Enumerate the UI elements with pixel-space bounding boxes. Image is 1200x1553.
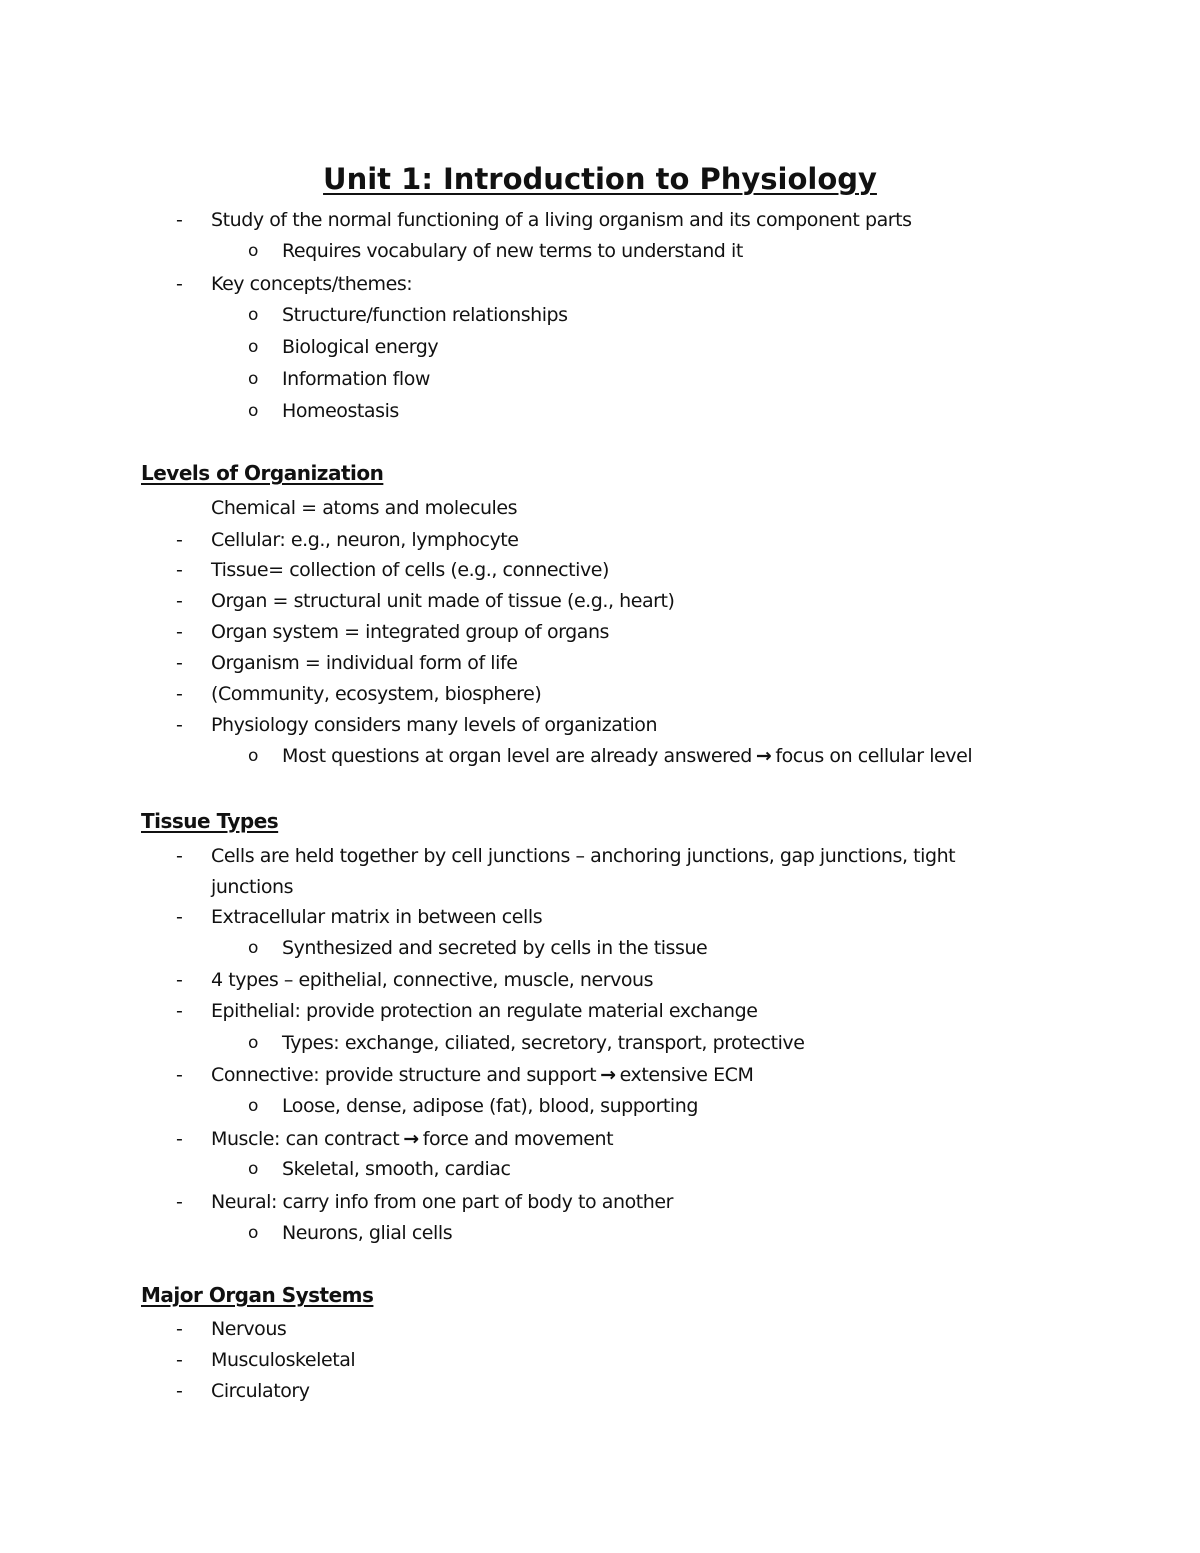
list-bullet: - [176, 1349, 183, 1371]
list-item: (Community, ecosystem, biosphere) [211, 683, 542, 705]
list-item: Organism = individual form of life [211, 652, 518, 674]
list-bullet: - [176, 621, 183, 643]
sub-bullet: o [248, 1096, 259, 1116]
list-item-text-before: Muscle: can contract [211, 1128, 400, 1150]
list-item [211, 1062, 753, 1088]
sub-bullet: o [248, 938, 259, 958]
section-heading-levels: Levels of Organization [141, 461, 384, 485]
list-item: Organ = structural unit made of tissue (e.g., heart) [211, 590, 675, 612]
list-bullet: - [176, 1128, 183, 1150]
sub-list-item: Types: exchange, ciliated, secretory, transport, protective [282, 1032, 805, 1054]
list-item-text-after: force and movement [422, 1128, 614, 1150]
list-item: Cellular: e.g., neuron, lymphocyte [211, 529, 519, 551]
list-item-text-before: Connective: provide structure and support [211, 1064, 597, 1086]
list-bullet: - [176, 714, 183, 736]
list-item: Epithelial: provide protection an regulate material exchange [211, 1000, 758, 1022]
page-title: Unit 1: Introduction to Physiology [323, 162, 877, 196]
list-item: Circulatory [211, 1380, 310, 1402]
sub-bullet: o [248, 1223, 259, 1243]
sub-list-item: Requires vocabulary of new terms to understand it [282, 240, 743, 262]
list-item: Organ system = integrated group of organs [211, 621, 609, 643]
list-bullet: - [176, 529, 183, 551]
sub-bullet: o [248, 337, 259, 357]
sub-bullet: o [248, 401, 259, 421]
list-bullet: - [176, 969, 183, 991]
list-lead-item: Chemical = atoms and molecules [211, 497, 518, 519]
list-bullet: - [176, 273, 183, 295]
list-bullet: - [176, 906, 183, 928]
sub-bullet: o [248, 1033, 259, 1053]
list-item: Extracellular matrix in between cells [211, 906, 543, 928]
list-item [211, 1126, 613, 1152]
right-arrow-icon: → [755, 745, 772, 767]
list-item: Neural: carry info from one part of body to another [211, 1191, 673, 1213]
list-item: Nervous [211, 1318, 287, 1340]
right-arrow-icon: → [600, 1064, 616, 1086]
sub-item-text-before: Most questions at organ level are already answered [282, 745, 752, 767]
list-bullet: - [176, 1318, 183, 1340]
list-bullet: - [176, 845, 183, 867]
list-bullet: - [176, 1000, 183, 1022]
list-item-text-after: extensive ECM [619, 1064, 754, 1086]
list-item: Key concepts/themes: [211, 273, 413, 295]
list-item: 4 types – epithelial, connective, muscle, nervous [211, 969, 654, 991]
sub-list-item: Synthesized and secreted by cells in the tissue [282, 937, 708, 959]
sub-list-item: Homeostasis [282, 400, 399, 422]
list-item: Tissue= collection of cells (e.g., connective) [211, 559, 609, 581]
right-arrow-icon: → [403, 1128, 419, 1150]
sub-list-item [282, 743, 972, 769]
sub-bullet: o [248, 305, 259, 325]
list-bullet: - [176, 209, 183, 231]
sub-item-text-after: focus on cellular level [775, 745, 973, 767]
list-item: Musculoskeletal [211, 1349, 356, 1371]
sub-bullet: o [248, 1159, 259, 1179]
sub-list-item: Skeletal, smooth, cardiac [282, 1158, 511, 1180]
list-bullet: - [176, 1064, 183, 1086]
list-bullet: - [176, 590, 183, 612]
list-bullet: - [176, 559, 183, 581]
list-bullet: - [176, 1191, 183, 1213]
sub-bullet: o [248, 241, 259, 261]
list-bullet: - [176, 1380, 183, 1402]
list-item: Physiology considers many levels of organization [211, 714, 658, 736]
list-item: Cells are held together by cell junctions – anchoring junctions, gap junctions, tight [211, 845, 956, 867]
sub-list-item: Loose, dense, adipose (fat), blood, supporting [282, 1095, 698, 1117]
list-bullet: - [176, 652, 183, 674]
list-item: Study of the normal functioning of a living organism and its component parts [211, 209, 912, 231]
sub-list-item: Neurons, glial cells [282, 1222, 453, 1244]
section-heading-tissue: Tissue Types [141, 809, 279, 833]
sub-list-item: Information flow [282, 368, 430, 390]
list-item-continuation: junctions [211, 876, 294, 898]
sub-list-item: Structure/function relationships [282, 304, 568, 326]
sub-bullet: o [248, 746, 259, 766]
sub-list-item: Biological energy [282, 336, 439, 358]
sub-bullet: o [248, 369, 259, 389]
section-heading-organs: Major Organ Systems [141, 1283, 374, 1307]
list-bullet: - [176, 683, 183, 705]
